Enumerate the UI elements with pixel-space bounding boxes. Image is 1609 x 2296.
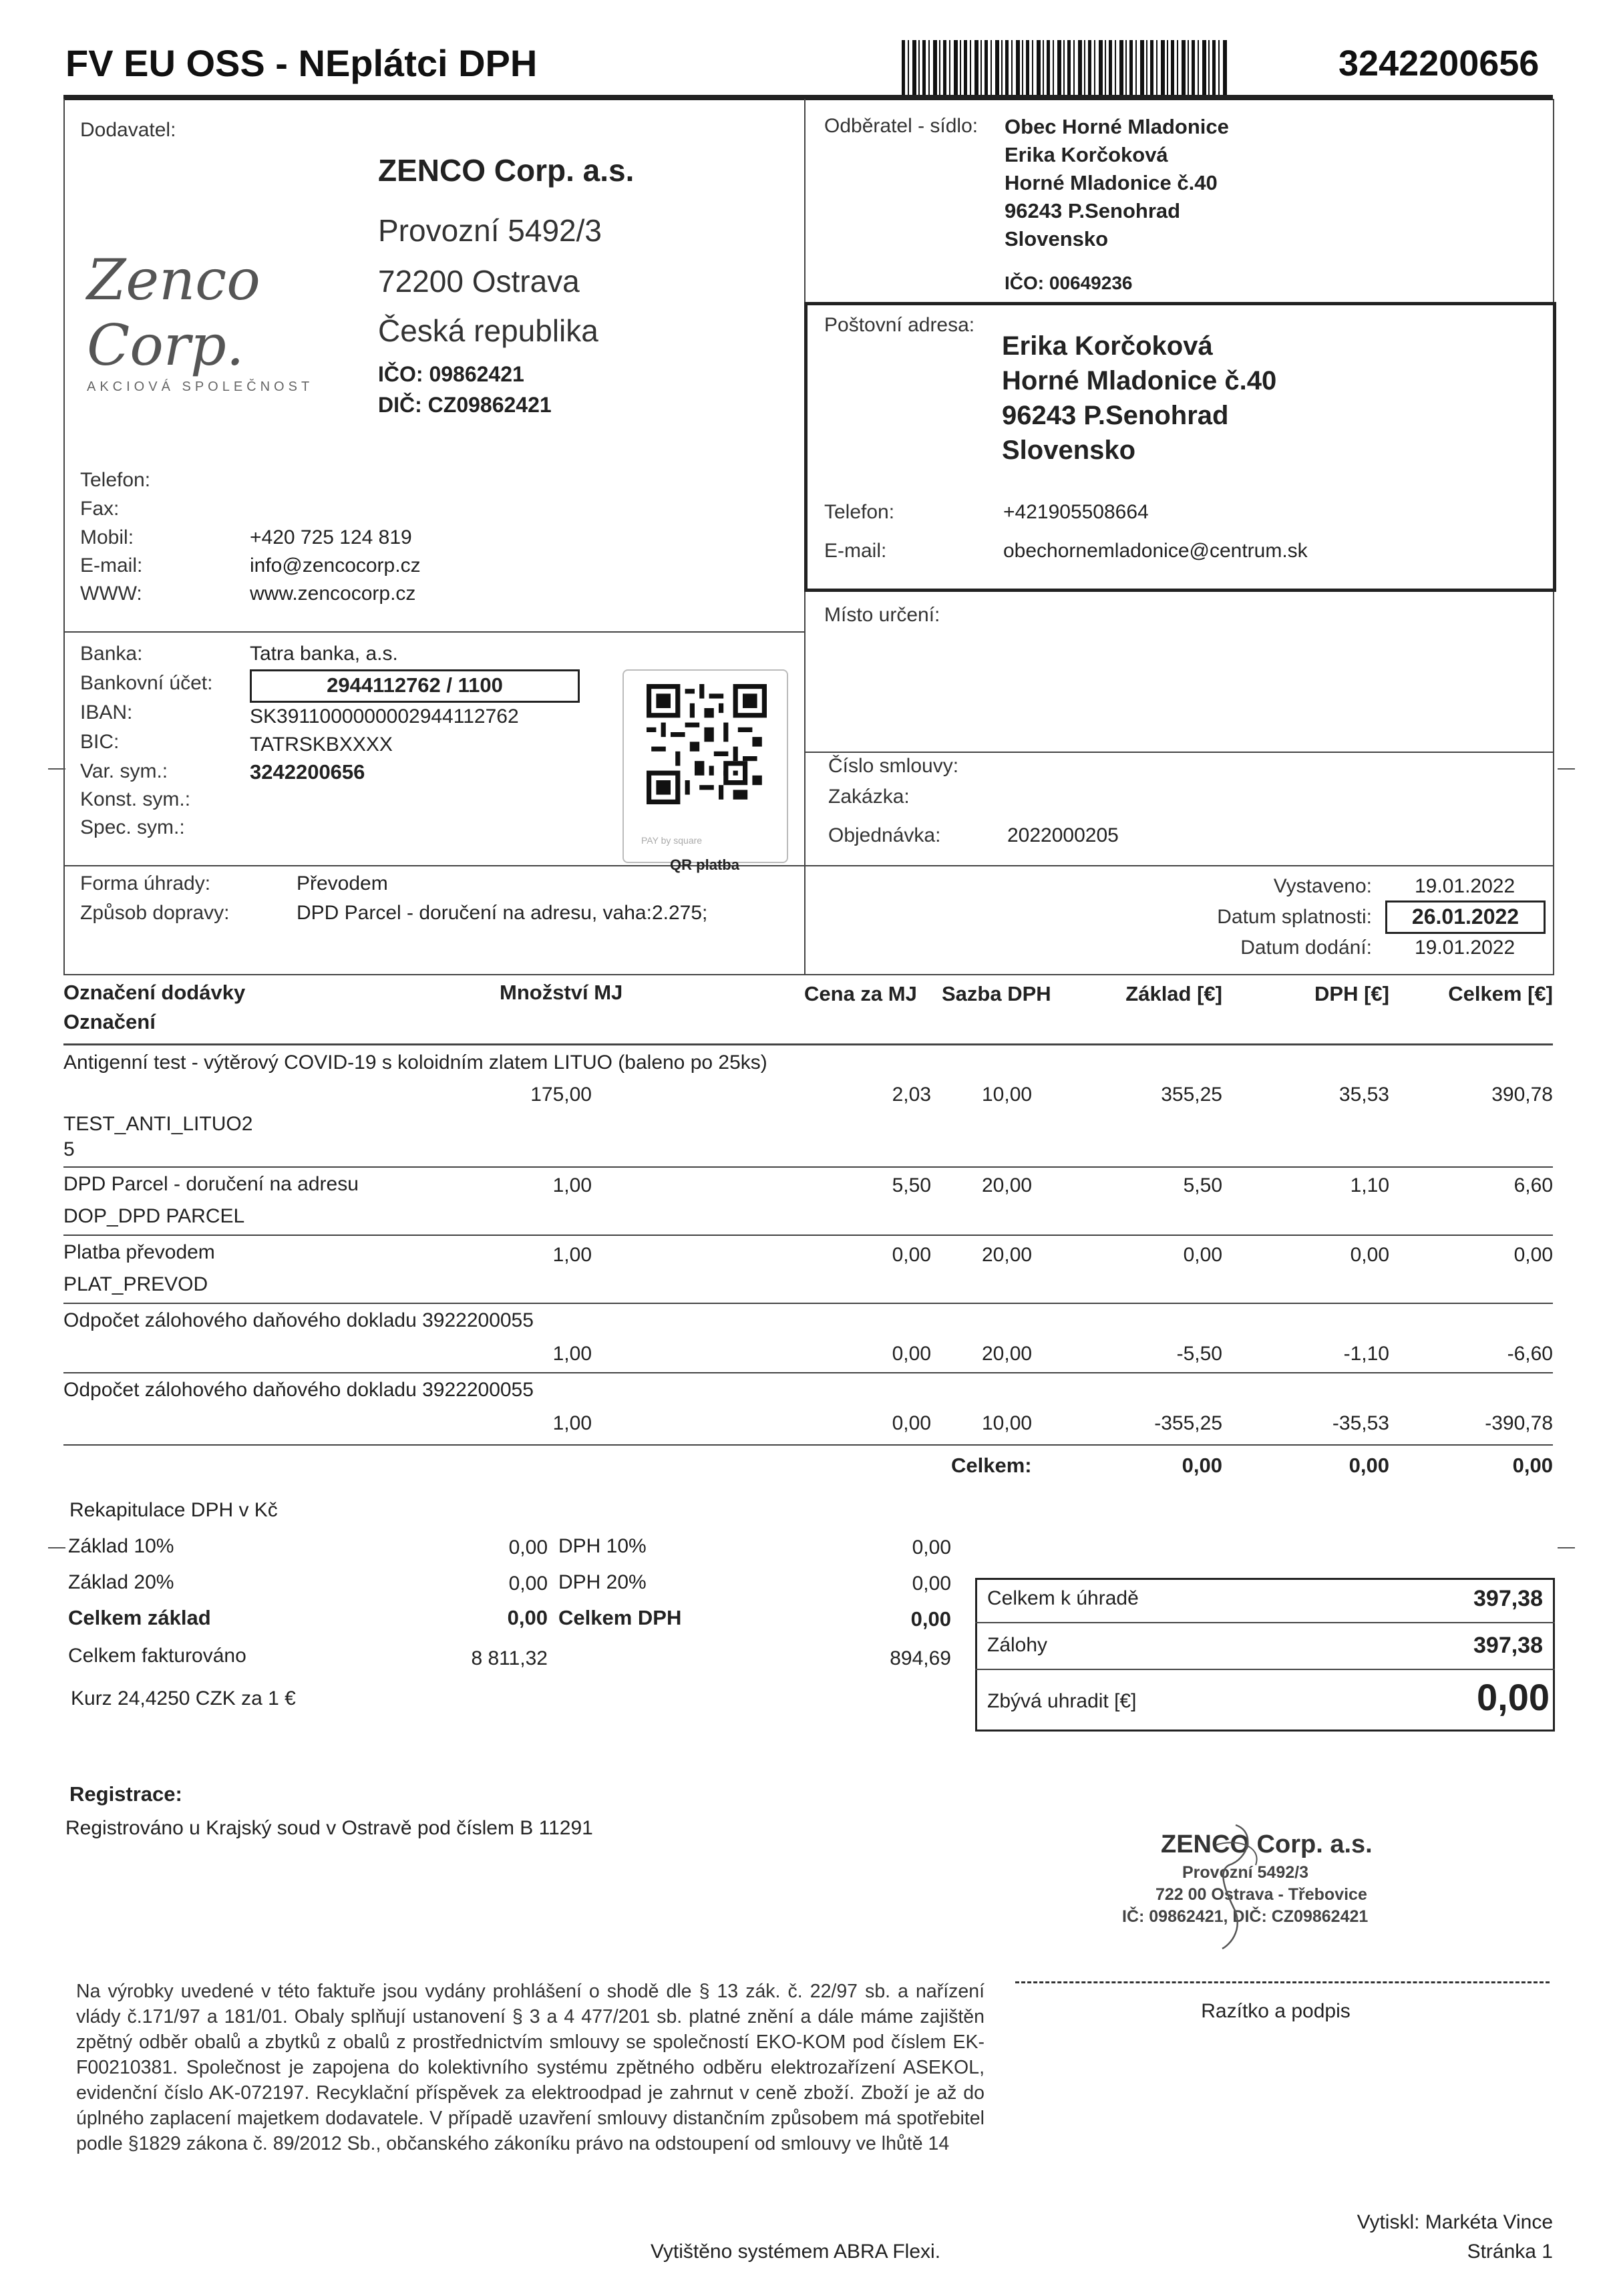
- row4-desc: Odpočet zálohového daňového dokladu 3922200055: [63, 1309, 534, 1331]
- legal-note: Na výrobky uvedené v této faktuře jsou vydány prohlášení o shodě dle § 13 zák. č. 22/97 sb. a nařízení vlády č.171/97 a 181/01. Obaly splňují ustanovení § 3 a 4 477/201 sb. platné znění a dále máme zajištěn zpětný odběr obalů a zbytků z obalů z prostřednictvím smlouvy se společností EKO-KOM pod číslem EK-F00210381. Společnost je zapojena do kolektivního systému zpětného odběru elektrozařízení ASEKOL, evidenční číslo AK-072197. Recyklační příspěvek za elektroodpad je zahrnut v ceně zboží. Zboží je až do úplného zaplacení majetkem dodavatele. V případě uzavření smlouvy distančním způsobem má spotřebitel podle §1829 zákona č. 89/2012 Sb., občanského zákoníku právo na odstoupení od smlouvy ve lhůtě 14: [76, 1981, 985, 2154]
- due-label: Datum splatnosti:: [1217, 906, 1372, 928]
- row4-qty: 1,00: [552, 1343, 592, 1365]
- job-label: Zakázka:: [828, 786, 910, 808]
- row5-qty: 1,00: [552, 1412, 592, 1434]
- delivery-label: Datum dodání:: [1240, 937, 1372, 959]
- col-header-base: Základ [€]: [1125, 982, 1222, 1005]
- bank-name: Tatra banka, a.s.: [250, 643, 398, 665]
- recap-vat20-label: DPH 20%: [558, 1571, 647, 1593]
- recap-vat20-value: 0,00: [912, 1573, 951, 1595]
- recap-base20-value: 0,00: [508, 1573, 548, 1595]
- row1-code: TEST_ANTI_LITUO2: [63, 1113, 253, 1135]
- supplier-name: ZENCO Corp. a.s.: [378, 153, 635, 188]
- supplier-country: Česká republika: [378, 313, 598, 348]
- signature-scribble: [1189, 1818, 1282, 1952]
- due-date: 26.01.2022: [1411, 905, 1519, 929]
- postal-email-label: E-mail:: [824, 540, 887, 562]
- contact-label-fax: Fax:: [80, 498, 120, 520]
- contract-label: Číslo smlouvy:: [828, 755, 959, 777]
- col-header-qty: Množství MJ: [500, 981, 623, 1004]
- recap-total-base-label: Celkem základ: [68, 1606, 211, 1629]
- advances-value: 397,38: [1473, 1633, 1543, 1658]
- recap-total-base-value: 0,00: [507, 1606, 548, 1629]
- row4-vat: -1,10: [1343, 1343, 1389, 1365]
- row3-total: 0,00: [1513, 1244, 1553, 1266]
- row3-code: PLAT_PREVOD: [63, 1273, 208, 1295]
- customer-street: Horné Mladonice č.40: [1005, 171, 1218, 194]
- contact-label-email: E-mail:: [80, 554, 143, 577]
- row1-code-cont: 5: [63, 1138, 75, 1160]
- row1-vat: 35,53: [1338, 1084, 1389, 1106]
- iban-label: IBAN:: [80, 701, 133, 723]
- row1-qty: 175,00: [530, 1084, 592, 1106]
- col-header-total: Celkem [€]: [1448, 982, 1553, 1005]
- account-label: Bankovní účet:: [80, 672, 213, 694]
- supplier-www: www.zencocorp.cz: [250, 583, 416, 605]
- postal-country: Slovensko: [1002, 436, 1136, 465]
- supplier-ico: IČO: 09862421: [378, 362, 524, 386]
- row5-total: -390,78: [1485, 1412, 1553, 1434]
- supplier-city: 72200 Ostrava: [378, 264, 580, 299]
- recap-total-vat-label: Celkem DPH: [558, 1606, 682, 1629]
- stamp-ids: IČ: 09862421, DIČ: CZ09862421: [1122, 1907, 1369, 1926]
- issued-date: 19.01.2022: [1415, 875, 1515, 897]
- remaining-value: 0,00: [1477, 1676, 1550, 1718]
- row3-rate: 20,00: [982, 1244, 1033, 1266]
- row3-vat: 0,00: [1350, 1244, 1389, 1266]
- recap-total-vat-value: 0,00: [910, 1607, 951, 1631]
- postal-city: 96243 P.Senohrad: [1002, 401, 1229, 430]
- margin-tick-left-1: [48, 768, 65, 770]
- supplier-email: info@zencocorp.cz: [250, 554, 421, 577]
- postal-label: Poštovní adresa:: [824, 314, 975, 336]
- col-header-item: Označení dodávky: [63, 981, 246, 1004]
- registration-text: Registrováno u Krajský soud v Ostravě pod číslem B 11291: [65, 1817, 593, 1839]
- supplier-dic: DIČ: CZ09862421: [378, 393, 552, 417]
- supplier-street: Provozní 5492/3: [378, 213, 602, 248]
- remaining-label: Zbývá uhradit [€]: [987, 1690, 1137, 1712]
- recap-invoiced-vat: 894,69: [890, 1647, 951, 1669]
- destination-label: Místo určení:: [824, 604, 940, 626]
- table-total-total: 0,00: [1512, 1454, 1553, 1477]
- customer-ico: IČO: 00649236: [1005, 273, 1133, 293]
- to-pay-value: 397,38: [1473, 1586, 1543, 1611]
- customer-name: Obec Horné Mladonice: [1005, 115, 1229, 138]
- row1-desc: Antigenní test - výtěrový COVID-19 s koloidním zlatem LITUO (baleno po 25ks): [63, 1051, 767, 1074]
- bank-label: Banka:: [80, 643, 143, 665]
- recap-invoiced-base: 8 811,32: [471, 1647, 548, 1669]
- bic-value: TATRSKBXXXX: [250, 733, 393, 756]
- col-header-rate: Sazba DPH: [942, 982, 1051, 1005]
- contact-label-phone: Telefon:: [80, 469, 151, 491]
- row3-base: 0,00: [1183, 1244, 1222, 1266]
- margin-tick-right-1: [1558, 768, 1575, 770]
- recap-vat10-label: DPH 10%: [558, 1535, 647, 1557]
- row2-code: DOP_DPD PARCEL: [63, 1205, 245, 1227]
- stamp-name: ZENCO Corp. a.s.: [1161, 1830, 1373, 1858]
- row2-price: 5,50: [892, 1174, 931, 1196]
- payment-method: Převodem: [297, 872, 388, 894]
- row4-rate: 20,00: [982, 1343, 1033, 1365]
- contact-label-mobile: Mobil:: [80, 526, 134, 548]
- row3-price: 0,00: [892, 1244, 931, 1266]
- postal-person: Erika Korčoková: [1002, 331, 1213, 361]
- row2-total: 6,60: [1513, 1174, 1553, 1196]
- registration-title: Registrace:: [69, 1782, 182, 1806]
- recap-invoiced-label: Celkem fakturováno: [68, 1645, 246, 1667]
- col-header-item-code: Označení: [63, 1010, 156, 1033]
- postal-street: Horné Mladonice č.40: [1002, 366, 1277, 395]
- payment-method-label: Forma úhrady:: [80, 872, 211, 894]
- invoice-number: 3242200656: [1338, 43, 1540, 84]
- qr-pay-label: PAY by square: [641, 835, 703, 846]
- margin-tick-right-2: [1558, 1547, 1575, 1548]
- printed-by: Vytiskl: Markéta Vince: [1357, 2211, 1553, 2233]
- row1-base: 355,25: [1161, 1084, 1222, 1106]
- stamp-caption: Razítko a podpis: [1201, 2000, 1351, 2022]
- row2-base: 5,50: [1183, 1174, 1222, 1196]
- row4-total: -6,60: [1507, 1343, 1553, 1365]
- document-type-title: FV EU OSS - NEplátci DPH: [65, 42, 538, 84]
- row4-price: 0,00: [892, 1343, 931, 1365]
- table-total-base: 0,00: [1182, 1454, 1222, 1477]
- logo-subtitle: AKCIOVÁ SPOLEČNOST: [87, 379, 314, 394]
- qr-code-icon: [647, 684, 767, 804]
- customer-country: Slovensko: [1005, 227, 1109, 251]
- row5-desc: Odpočet zálohového daňového dokladu 3922200055: [63, 1379, 534, 1401]
- row2-rate: 20,00: [982, 1174, 1033, 1196]
- contact-label-www: WWW:: [80, 583, 142, 605]
- recap-base10-label: Základ 10%: [68, 1535, 174, 1557]
- delivery-date: 19.01.2022: [1415, 937, 1515, 959]
- customer-label: Odběratel - sídlo:: [824, 115, 978, 137]
- col-header-price: Cena za MJ: [804, 982, 917, 1005]
- row3-qty: 1,00: [552, 1244, 592, 1266]
- printed-system: Vytištěno systémem ABRA Flexi.: [651, 2241, 941, 2263]
- row5-vat: -35,53: [1332, 1412, 1389, 1434]
- postal-phone-label: Telefon:: [824, 501, 895, 523]
- shipping-method: DPD Parcel - doručení na adresu, vaha:2.275;: [297, 902, 708, 924]
- supplier-mobile: +420 725 124 819: [250, 526, 412, 548]
- col-header-vat: DPH [€]: [1314, 982, 1389, 1005]
- table-total-vat: 0,00: [1349, 1454, 1389, 1477]
- issued-label: Vystaveno:: [1273, 875, 1372, 897]
- recap-base10-value: 0,00: [508, 1536, 548, 1559]
- row1-price: 2,03: [892, 1084, 931, 1106]
- iban-value: SK3911000000002944112762: [250, 705, 519, 727]
- order-value: 2022000205: [1007, 824, 1119, 846]
- row1-total: 390,78: [1491, 1084, 1553, 1106]
- exchange-rate: Kurz 24,4250 CZK za 1 €: [71, 1687, 296, 1709]
- header-rule: [63, 95, 1553, 100]
- row2-vat: 1,10: [1350, 1174, 1389, 1196]
- order-label: Objednávka:: [828, 824, 941, 846]
- row2-qty: 1,00: [552, 1174, 592, 1196]
- recap-vat10-value: 0,00: [912, 1536, 951, 1559]
- signature-line: [1015, 1981, 1550, 1983]
- margin-tick-left-2: [48, 1547, 65, 1548]
- konst-sym-label: Konst. sym.:: [80, 788, 191, 810]
- row3-desc: Platba převodem: [63, 1241, 215, 1263]
- stamp-city: 722 00 Ostrava - Třebovice: [1155, 1885, 1367, 1904]
- to-pay-label: Celkem k úhradě: [987, 1587, 1139, 1609]
- recap-title: Rekapitulace DPH v Kč: [69, 1499, 278, 1521]
- customer-person: Erika Korčoková: [1005, 143, 1168, 166]
- postal-phone: +421905508664: [1003, 501, 1149, 523]
- logo-script: Zenco Corp.: [87, 247, 260, 378]
- row5-price: 0,00: [892, 1412, 931, 1434]
- postal-email: obechornemladonice@centrum.sk: [1003, 540, 1308, 562]
- table-total-label: Celkem:: [951, 1454, 1032, 1477]
- var-sym-label: Var. sym.:: [80, 760, 168, 782]
- row2-desc: DPD Parcel - doručení na adresu: [63, 1173, 359, 1195]
- supplier-label: Dodavatel:: [80, 119, 176, 141]
- customer-city: 96243 P.Senohrad: [1005, 199, 1181, 222]
- row4-base: -5,50: [1176, 1343, 1222, 1365]
- stamp-street: Provozní 5492/3: [1182, 1863, 1308, 1882]
- supplier-logo: [87, 247, 354, 395]
- recap-base20-label: Základ 20%: [68, 1571, 174, 1593]
- shipping-label: Způsob dopravy:: [80, 902, 230, 924]
- row5-base: -355,25: [1154, 1412, 1222, 1434]
- page-number: Stránka 1: [1467, 2241, 1553, 2263]
- bic-label: BIC:: [80, 731, 120, 753]
- barcode: [902, 40, 1229, 95]
- qr-caption: QR platba: [670, 856, 739, 873]
- row1-rate: 10,00: [982, 1084, 1033, 1106]
- row5-rate: 10,00: [982, 1412, 1033, 1434]
- spec-sym-label: Spec. sym.:: [80, 816, 185, 838]
- account-number: 2944112762 / 1100: [327, 673, 503, 697]
- var-sym-value: 3242200656: [250, 760, 365, 784]
- advances-label: Zálohy: [987, 1634, 1048, 1656]
